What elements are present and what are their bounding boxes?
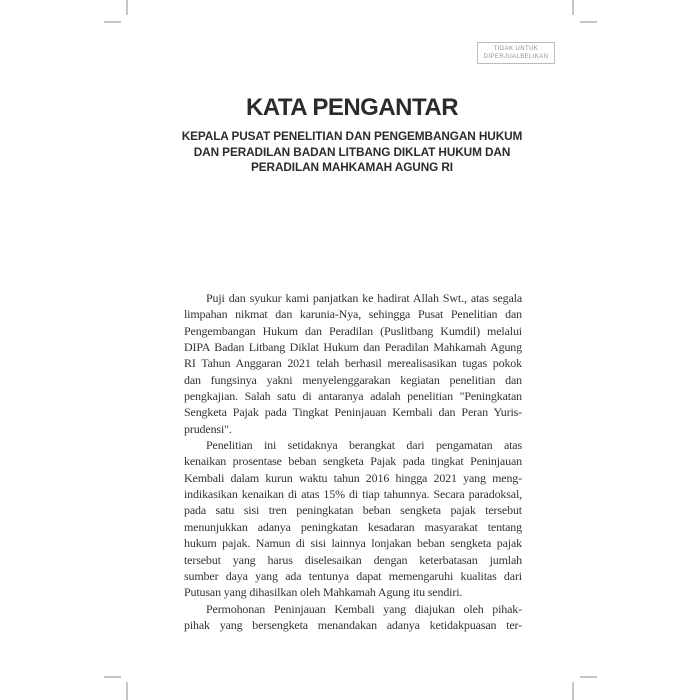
body-line: dan fungsinya yakni menyelenggarakan kegiatan penelitian dan [184, 372, 522, 387]
body-line: tersebut yang harus diselesaikan dengan keterbatasan jumlah [184, 552, 522, 567]
body-line: Permohonan Peninjauan Kembali yang diajukan oleh pihak- [206, 601, 522, 616]
page-subtitle [158, 129, 546, 176]
crop-mark-bottom-left-horizontal [104, 676, 121, 678]
body-line: pada satu sisi tren peningkatan beban sengketa pajak tersebut [184, 503, 522, 518]
body-line: Pengembangan Hukum dan Peradilan (Puslitbang Kumdil) melalui [184, 323, 522, 338]
body-line: prudensi". [184, 421, 232, 436]
crop-mark-bottom-right-horizontal [580, 676, 597, 678]
page-title: KATA PENGANTAR [245, 94, 459, 121]
body-line: Putusan yang dihasilkan oleh Mahkamah Agung itu sendiri. [184, 585, 463, 600]
body-line: Puji dan syukur kami panjatkan ke hadirat Allah Swt., atas segala [206, 291, 522, 305]
body-line: pengkajian. Salah satu di antaranya adalah penelitian "Peningkatan [184, 389, 522, 404]
body-line: DIPA Badan Litbang Diklat Hukum dan Peradilan Mahkamah Agung [184, 340, 522, 355]
crop-mark-top-right-horizontal [580, 21, 597, 23]
body-line: limpahan nikmat dan karunia-Nya, sehingga Pusat Penelitian dan [184, 307, 522, 322]
subtitle-line: KEPALA PUSAT PENELITIAN DAN PENGEMBANGAN HUKUM [181, 129, 523, 143]
body-line: sumber daya yang ada tentunya dapat memengaruhi kualitas dari [184, 568, 522, 583]
body-line: hukum pajak. Namun di sisi lainnya lonjakan beban sengketa pajak [184, 536, 522, 551]
crop-mark-bottom-left-vertical [126, 682, 128, 700]
subtitle-line: DAN PERADILAN BADAN LITBANG DIKLAT HUKUM DAN [193, 144, 511, 159]
not-for-sale-stamp [477, 42, 555, 64]
body-line: menunjukkan adanya peningkatan kesadaran masyarakat tentang [184, 519, 522, 534]
crop-mark-top-left-horizontal [104, 21, 121, 23]
body-line: Sengketa Pajak pada Tingkat Peninjauan Kembali dan Peran Yuris- [184, 405, 522, 420]
crop-mark-top-right-vertical [572, 0, 574, 15]
subtitle-line: PERADILAN MAHKAMAH AGUNG RI [251, 160, 453, 175]
crop-mark-bottom-right-vertical [572, 682, 574, 700]
body-line: indikasikan kenaikan di atas 15% di tiap tahunnya. Secara paradoksal, [184, 487, 522, 502]
body-line: Penelitian ini setidaknya berangkat dari pengamatan atas [206, 438, 522, 453]
body-line: kenaikan prosentase beban sengketa Pajak pada tingkat Peninjauan [184, 454, 522, 469]
body-line: Kembali dalam kurun waktu tahun 2016 hingga 2021 yang meng- [184, 470, 522, 485]
crop-mark-top-left-vertical [126, 0, 128, 15]
stamp-line: TIDAK UNTUK [493, 46, 539, 52]
body-line: RI Tahun Anggaran 2021 telah berhasil merealisasikan tugas pokok [184, 356, 522, 371]
body-line: pihak yang bersengketa menandakan adanya ketidakpuasan ter- [184, 617, 522, 632]
stamp-line: DIPERJUALBELIKAN [483, 54, 549, 60]
body-text-column [184, 291, 522, 634]
